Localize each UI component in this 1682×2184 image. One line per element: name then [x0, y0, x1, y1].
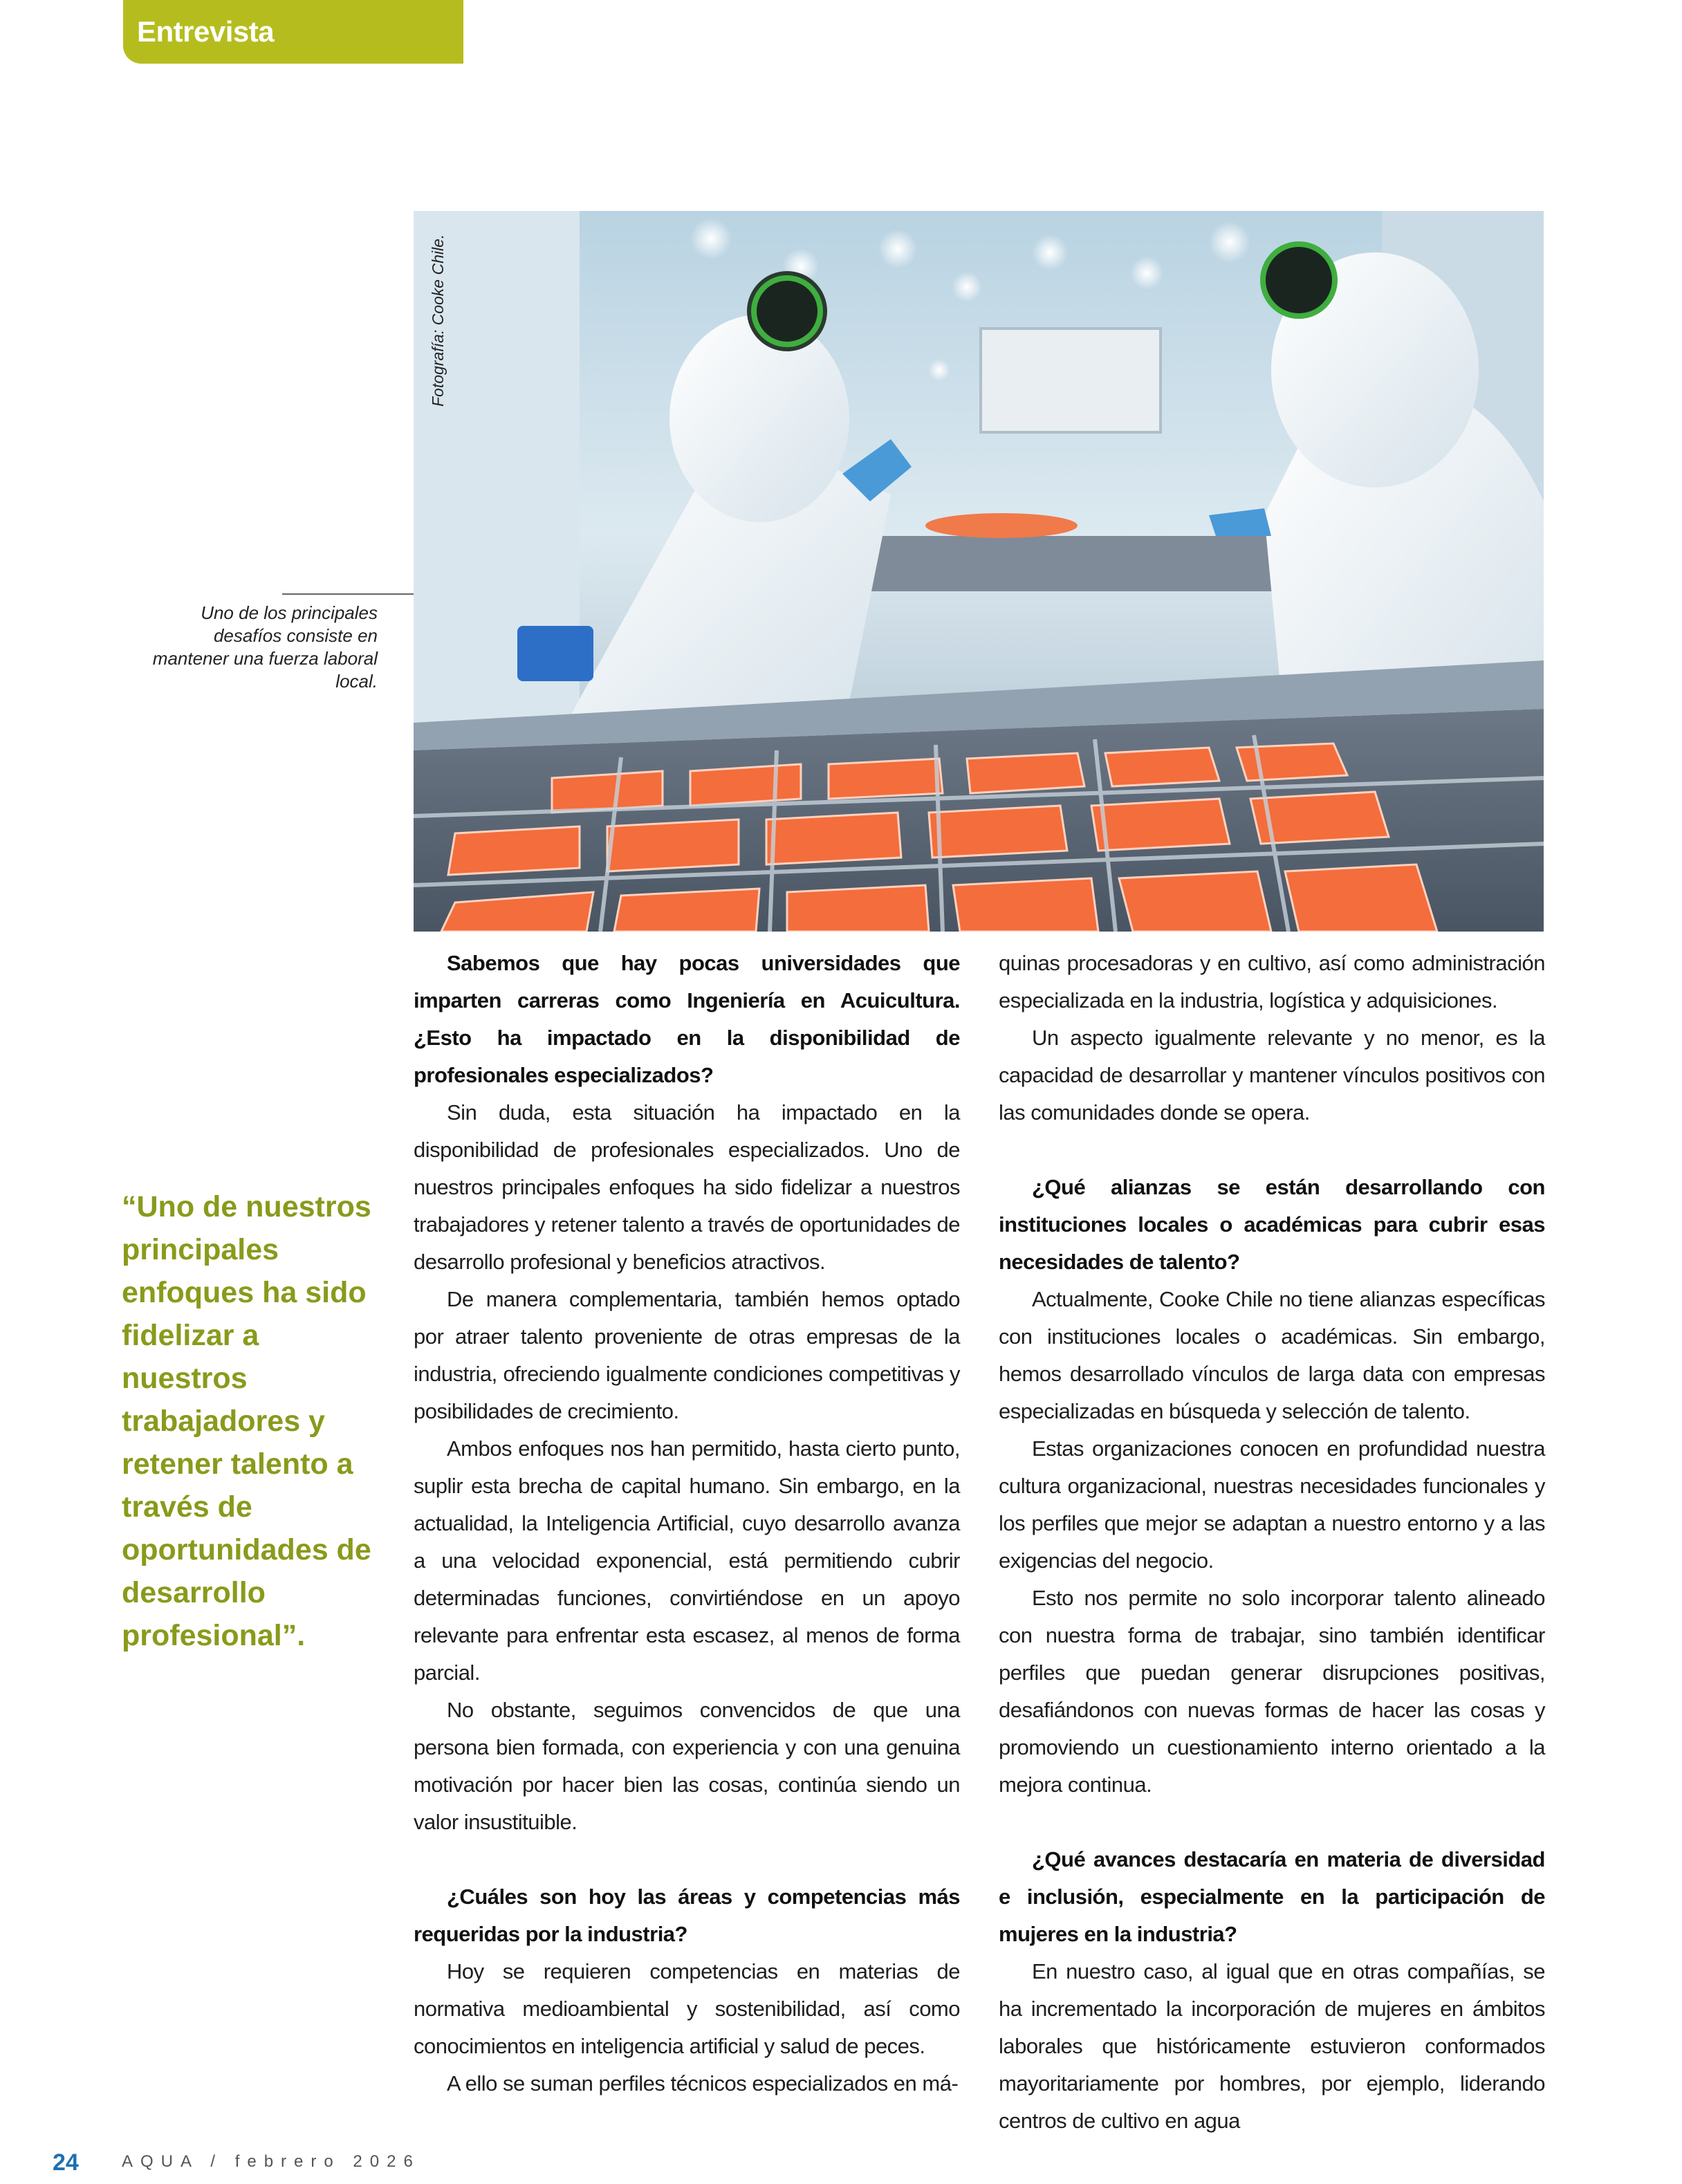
- page-number: 24: [53, 2149, 79, 2176]
- caption-rule: [282, 593, 414, 595]
- article-column-1: [414, 945, 960, 2102]
- section-tab-label: Entrevista: [137, 15, 275, 48]
- photo-credit-text: Fotografía: Cooke Chile.: [429, 234, 447, 407]
- answer-paragraph: Un aspecto igualmente relevante y no menor, es la capacidad de desarrollar y mantener vínculos positivos con las comunidades donde se opera.: [999, 1026, 1545, 1125]
- answer-paragraph: quinas procesadoras y en cultivo, así como administración especializada en la industria, logística y adquisiciones.: [999, 951, 1545, 1012]
- photo-caption: Uno de los principales desafíos consiste en mantener una fuerza laboral local.: [152, 602, 378, 692]
- photo-credit: [429, 228, 456, 408]
- running-title: AQUA / febrero 2026: [122, 2152, 420, 2171]
- answer-paragraph: No obstante, seguimos convencidos de que una persona bien formada, con experiencia y con una genuina motivación por hacer bien las cosas, continúa siendo un valor insustituible.: [414, 1698, 960, 1834]
- answer-paragraph: En nuestro caso, al igual que en otras compañías, se ha incrementado la incorporación de mujeres en ámbitos laborales que históricamente estuvieron conformados mayoritariamente por hombres, por ejemplo, liderando centros de cultivo en agua: [999, 1959, 1545, 2133]
- answer-paragraph: Ambos enfoques nos han permitido, hasta cierto punto, suplir esta brecha de capital humano. Sin embargo, en la actualidad, la Inteligencia Artificial, cuyo desarrollo avanza a una velocidad exponencial, está permitiendo cubrir determinadas funciones, convirtiéndose en un apoyo relevante para enfrentar esta escasez, al menos de forma parcial.: [414, 1436, 960, 1685]
- question-universities: Sabemos que hay pocas universidades que imparten carreras como Ingeniería en Acuicultura. ¿Esto ha impactado en la disponibilidad de profesionales especializados?: [414, 951, 960, 1087]
- answer-paragraph: A ello se suman perfiles técnicos especializados en má-: [447, 2071, 959, 2095]
- pull-quote: “Uno de nuestros principales enfoques ha sido fidelizar a nuestros trabajadores y retener talento a través de oportunidades de desarrollo profesional”.: [122, 1190, 371, 1652]
- question-diversity: ¿Qué avances destacaría en materia de diversidad e inclusión, especialmente en la participación de mujeres en la industria?: [999, 1847, 1545, 1946]
- answer-paragraph: Esto nos permite no solo incorporar talento alineado con nuestra forma de trabajar, sino también identificar perfiles que puedan generar disrupciones positivas, desafiándonos con nuevas formas de hacer las cosas y promoviendo un cuestionamiento interno orientado a la mejora continua.: [999, 1586, 1545, 1797]
- section-tab: [123, 0, 463, 64]
- question-alliances: ¿Qué alianzas se están desarrollando con instituciones locales o académicas para cubrir esas necesidades de talento?: [999, 1175, 1545, 1274]
- answer-paragraph: Actualmente, Cooke Chile no tiene alianzas específicas con instituciones locales o académicas. Sin embargo, hemos desarrollado vínculos de larga data con empresas especializadas en búsqueda y selección de talento.: [999, 1287, 1545, 1423]
- salmon-processing-photo: [414, 211, 1544, 932]
- question-competencies: ¿Cuáles son hoy las áreas y competencias más requeridas por la industria?: [414, 1885, 960, 1946]
- article-column-2: [999, 945, 1545, 2140]
- answer-paragraph: Hoy se requieren competencias en materias de normativa medioambiental y sostenibilidad, así como conocimientos en inteligencia artificial y salud de peces.: [414, 1959, 960, 2058]
- answer-paragraph: De manera complementaria, también hemos optado por atraer talento proveniente de otras empresas de la industria, ofreciendo igualmente condiciones competitivas y posibilidades de crecimiento.: [414, 1287, 960, 1423]
- answer-paragraph: Sin duda, esta situación ha impactado en la disponibilidad de profesionales especializados. Uno de nuestros principales enfoques ha sido fidelizar a nuestros trabajadores y retener talento a través de oportunidades de desarrollo profesional y beneficios atractivos.: [414, 1100, 960, 1274]
- answer-paragraph: Estas organizaciones conocen en profundidad nuestra cultura organizacional, nuestras necesidades funcionales y los perfiles que mejor se adaptan a nuestro entorno y a las exigencias del negocio.: [999, 1436, 1545, 1573]
- photo-illustration: [414, 211, 1544, 932]
